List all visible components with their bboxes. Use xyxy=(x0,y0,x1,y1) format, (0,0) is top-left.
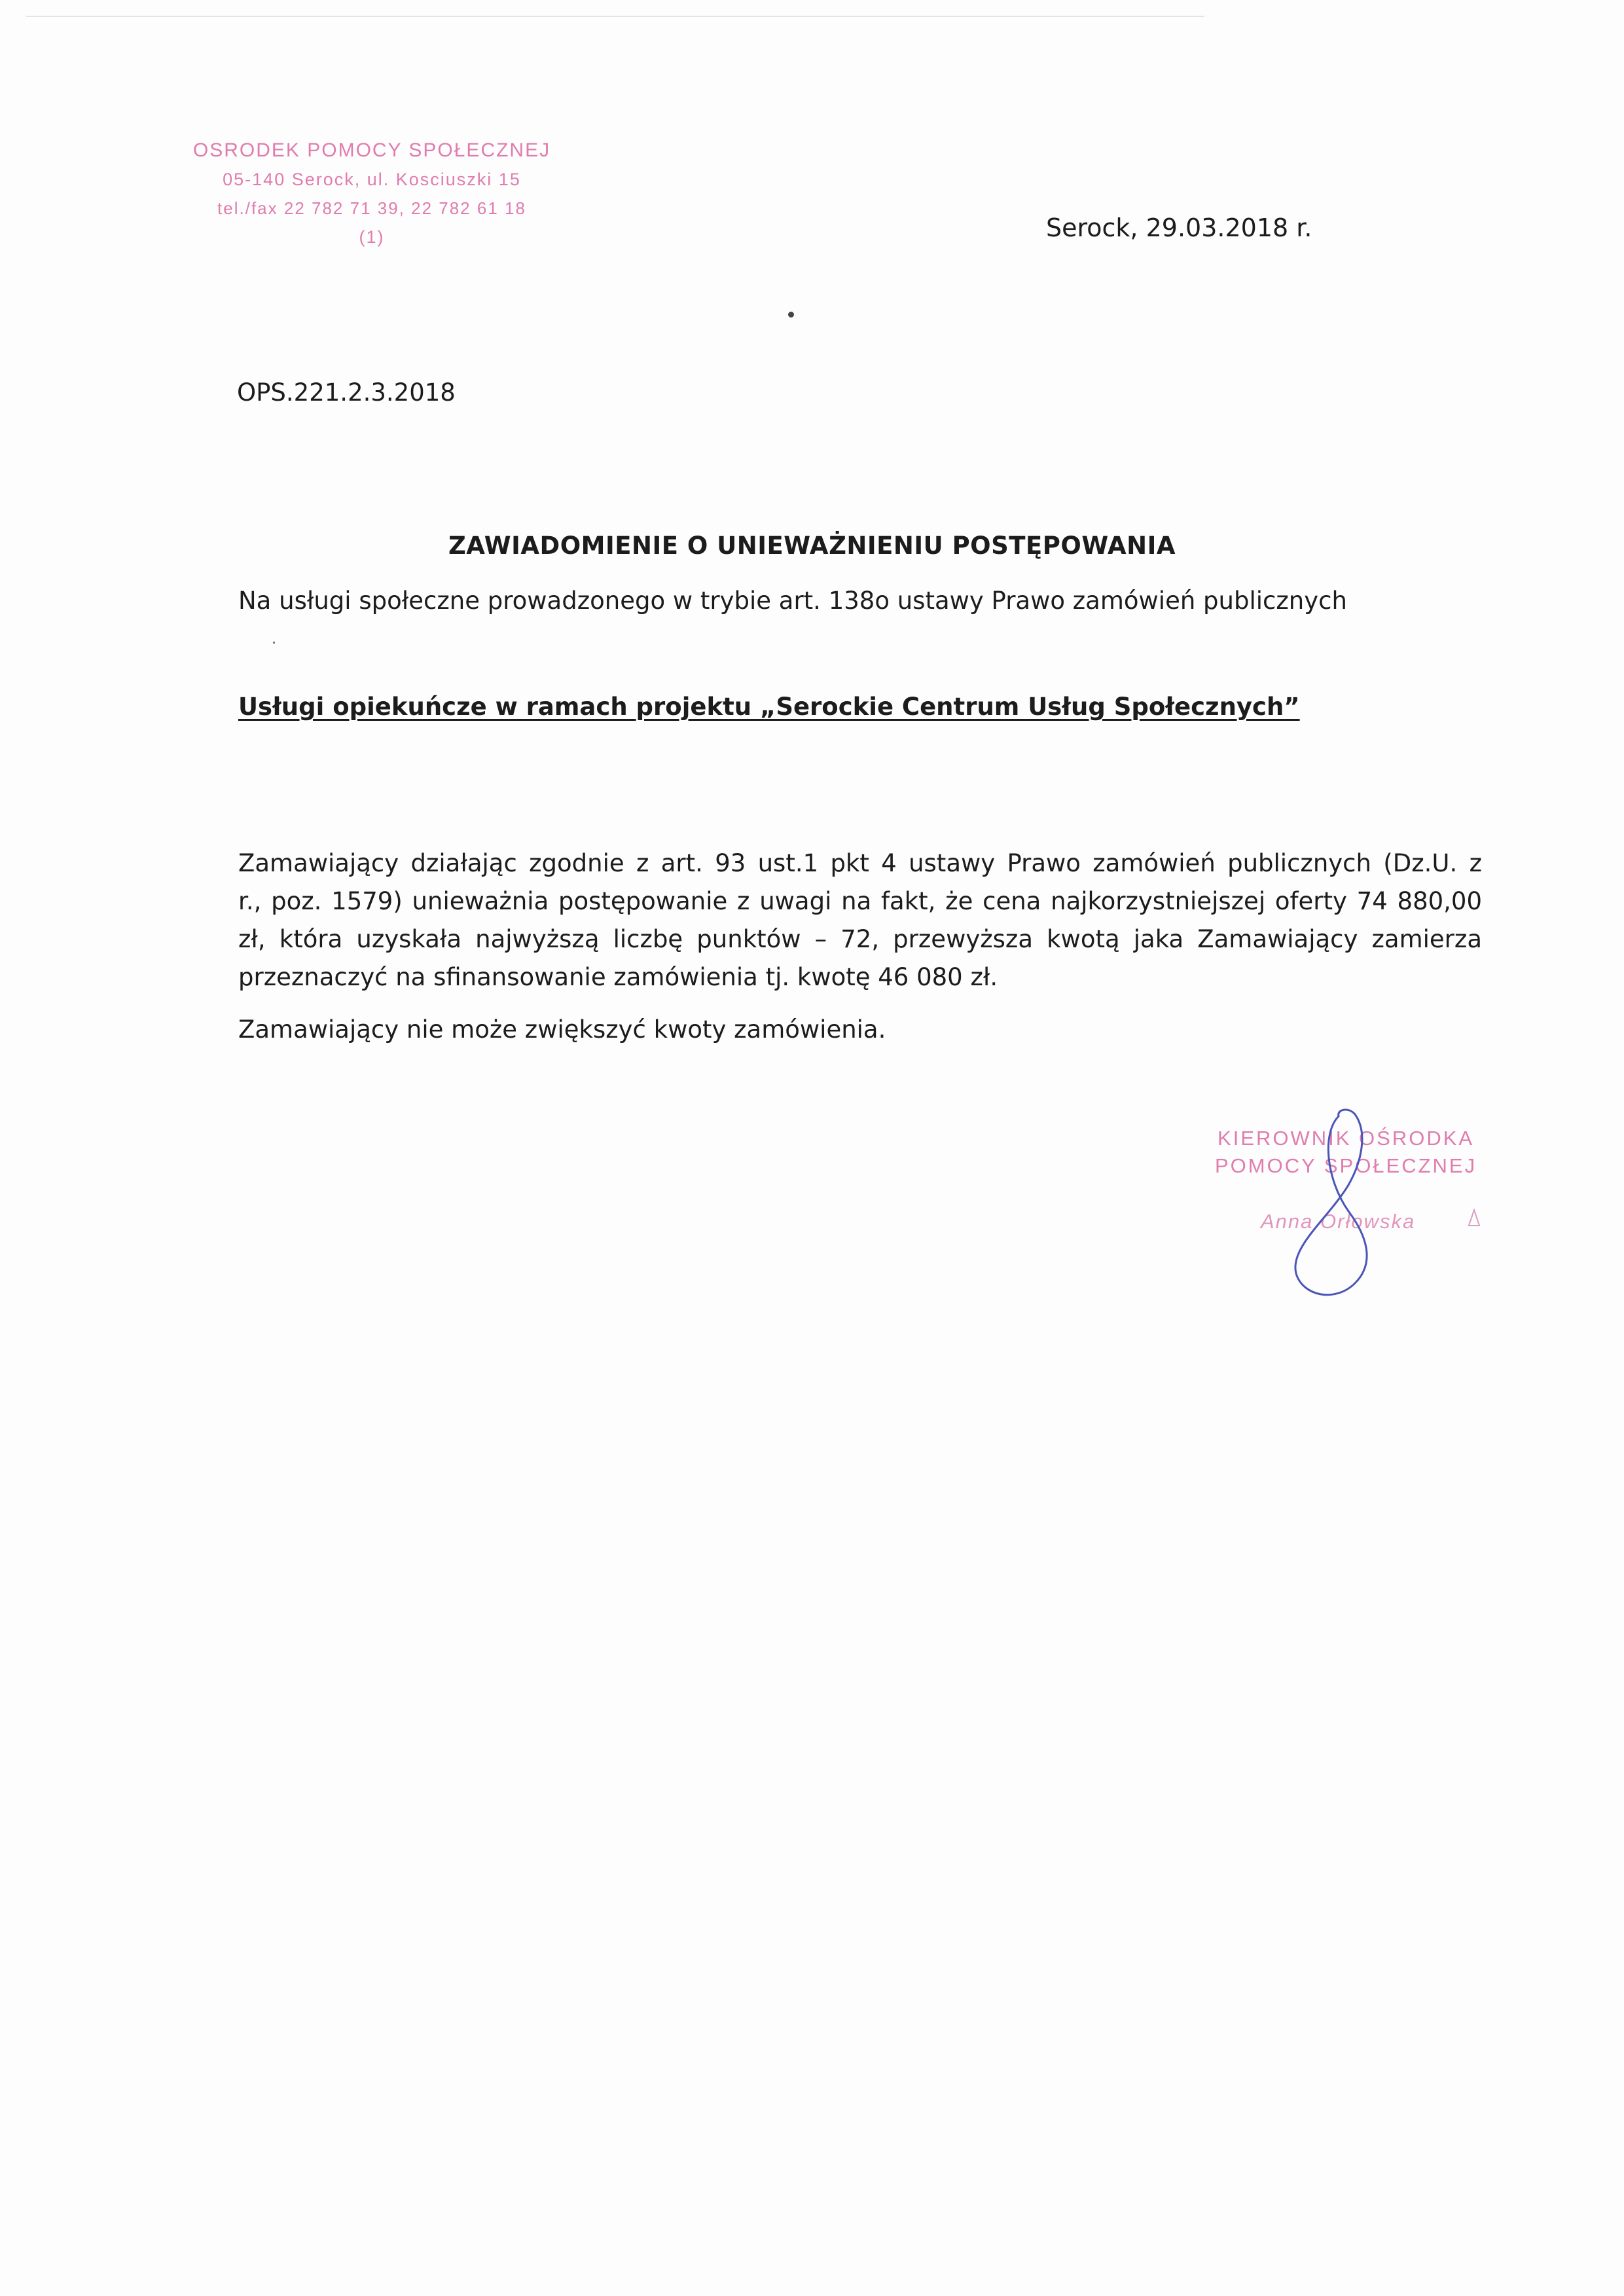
stamp-line-1: OSRODEK POMOCY SPOŁECZNEJ xyxy=(192,139,551,161)
paragraph-1-line: r., poz. 1579) unieważnia postępowanie z uwagi na fakt, że cena najkorzystniejszej oferty 74 880,00 xyxy=(238,887,1482,915)
signature-stamp-line-1: KIEROWNIK OŚRODKA xyxy=(1218,1127,1475,1150)
handwritten-signature xyxy=(1276,1106,1414,1303)
scan-speck xyxy=(273,642,275,644)
stamp-line-4: (1) xyxy=(359,227,385,247)
paragraph-1-line: przeznaczyć na sfinansowanie zamówienia tj. kwotę 46 080 zł. xyxy=(238,963,998,991)
document-title: ZAWIADOMIENIE O UNIEWAŻNIENIU POSTĘPOWANIA xyxy=(448,532,1176,560)
stamp-line-2: 05-140 Serock, ul. Kosciuszki 15 xyxy=(223,170,521,189)
scan-edge-line xyxy=(26,16,1204,17)
letterhead-stamp xyxy=(175,136,568,251)
signatory-name: Anna Orłowska xyxy=(1261,1210,1416,1233)
document-date: Serock, 29.03.2018 r. xyxy=(1046,213,1312,242)
scan-mark xyxy=(1466,1209,1482,1228)
scan-dot xyxy=(788,312,794,318)
document-subtitle: Na usługi społeczne prowadzonego w trybie art. 138o ustawy Prawo zamówień publicznych xyxy=(238,587,1347,615)
paragraph-1 xyxy=(238,845,1482,996)
signature-stamp-line-2: POMOCY SPOŁECZNEJ xyxy=(1215,1154,1477,1177)
procurement-subject: Usługi opiekuńcze w ramach projektu „Serockie Centrum Usług Społecznych” xyxy=(238,693,1300,721)
reference-number: OPS.221.2.3.2018 xyxy=(237,378,456,407)
paragraph-1-line: zł, która uzyskała najwyższą liczbę punktów – 72, przewyższa kwotą jaka Zamawiający zamierza xyxy=(238,925,1482,953)
paragraph-2 xyxy=(238,1011,1482,1049)
paragraph-1-line: Zamawiający działając zgodnie z art. 93 ust.1 pkt 4 ustawy Prawo zamówień publicznych (Dz.U. z xyxy=(238,849,1482,877)
paragraph-2-line: Zamawiający nie może zwiększyć kwoty zamówienia. xyxy=(238,1015,886,1044)
stamp-line-3: tel./fax 22 782 71 39, 22 782 61 18 xyxy=(217,198,526,218)
